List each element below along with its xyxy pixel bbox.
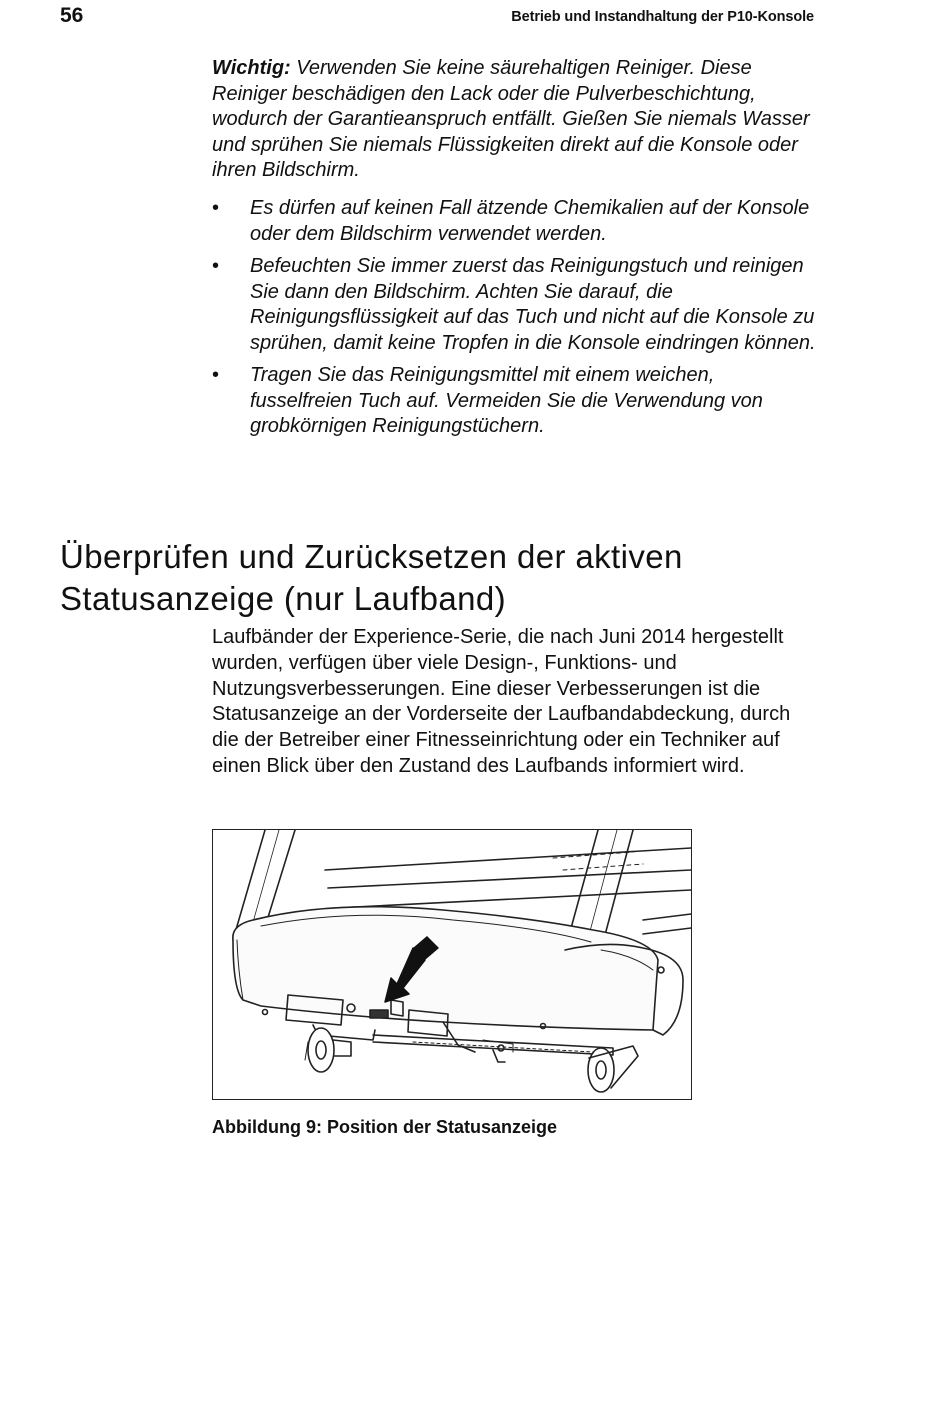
important-label: Wichtig: bbox=[212, 57, 291, 79]
list-item bbox=[212, 196, 822, 247]
section-heading: Überprüfen und Zurücksetzen der aktiven Statusanzeige (nur Laufband) bbox=[60, 538, 683, 617]
section-body: Laufbänder der Experience-Serie, die nach Juni 2014 hergestellt wurden, verfügen über viele Design-, Funktions- und Nutzungsverbesserungen. Eine dieser Verbesserungen ist die Statusanzeige an der Vorderseite der Laufbandabdeckung, durch die der Betreiber einer Fitnesseinrichtung oder ein Techniker auf einen Blick über den Zustand des Laufbands informiert wird. bbox=[212, 626, 791, 777]
running-header: Betrieb und Instandhaltung der P10-Konsole bbox=[511, 9, 814, 25]
page-number: 56 bbox=[60, 4, 84, 27]
bullet-text: Tragen Sie das Reinigungsmittel mit einem weichen, fusselfreien Tuch auf. Vermeiden Sie die Verwendung von grobkörnigen Reinigungstüchern. bbox=[250, 364, 763, 437]
bullet-text: Befeuchten Sie immer zuerst das Reinigungstuch und reinigen Sie dann den Bildschirm. Achten Sie darauf, die Reinigungsflüssigkeit auf das Tuch und nicht auf die Konsole zu sprühen, damit keine Tropfen in die Konsole eindringen können. bbox=[250, 255, 816, 354]
bullet-text: Es dürfen auf keinen Fall ätzende Chemikalien auf der Konsole oder dem Bildschirm verwendet werden. bbox=[250, 197, 810, 245]
cleaning-bullet-list bbox=[212, 196, 822, 447]
important-text: Verwenden Sie keine säurehaltigen Reiniger. Diese Reiniger beschädigen den Lack oder die Pulverbeschichtung, wodurch der Garantieanspruch entfällt. Gießen Sie niemals Wasser und sprühen Sie niemals Flüssigkeiten direkt auf die Konsole oder ihren Bildschirm. bbox=[212, 57, 810, 181]
bullet-icon: • bbox=[212, 255, 220, 277]
figure-treadmill-illustration bbox=[212, 829, 692, 1100]
bullet-icon: • bbox=[212, 364, 220, 386]
list-item bbox=[212, 363, 822, 440]
list-item bbox=[212, 254, 822, 356]
treadmill-illustration bbox=[213, 830, 691, 1099]
important-note bbox=[212, 56, 822, 184]
bullet-icon: • bbox=[212, 197, 220, 219]
figure-caption: Abbildung 9: Position der Statusanzeige bbox=[212, 1117, 558, 1137]
